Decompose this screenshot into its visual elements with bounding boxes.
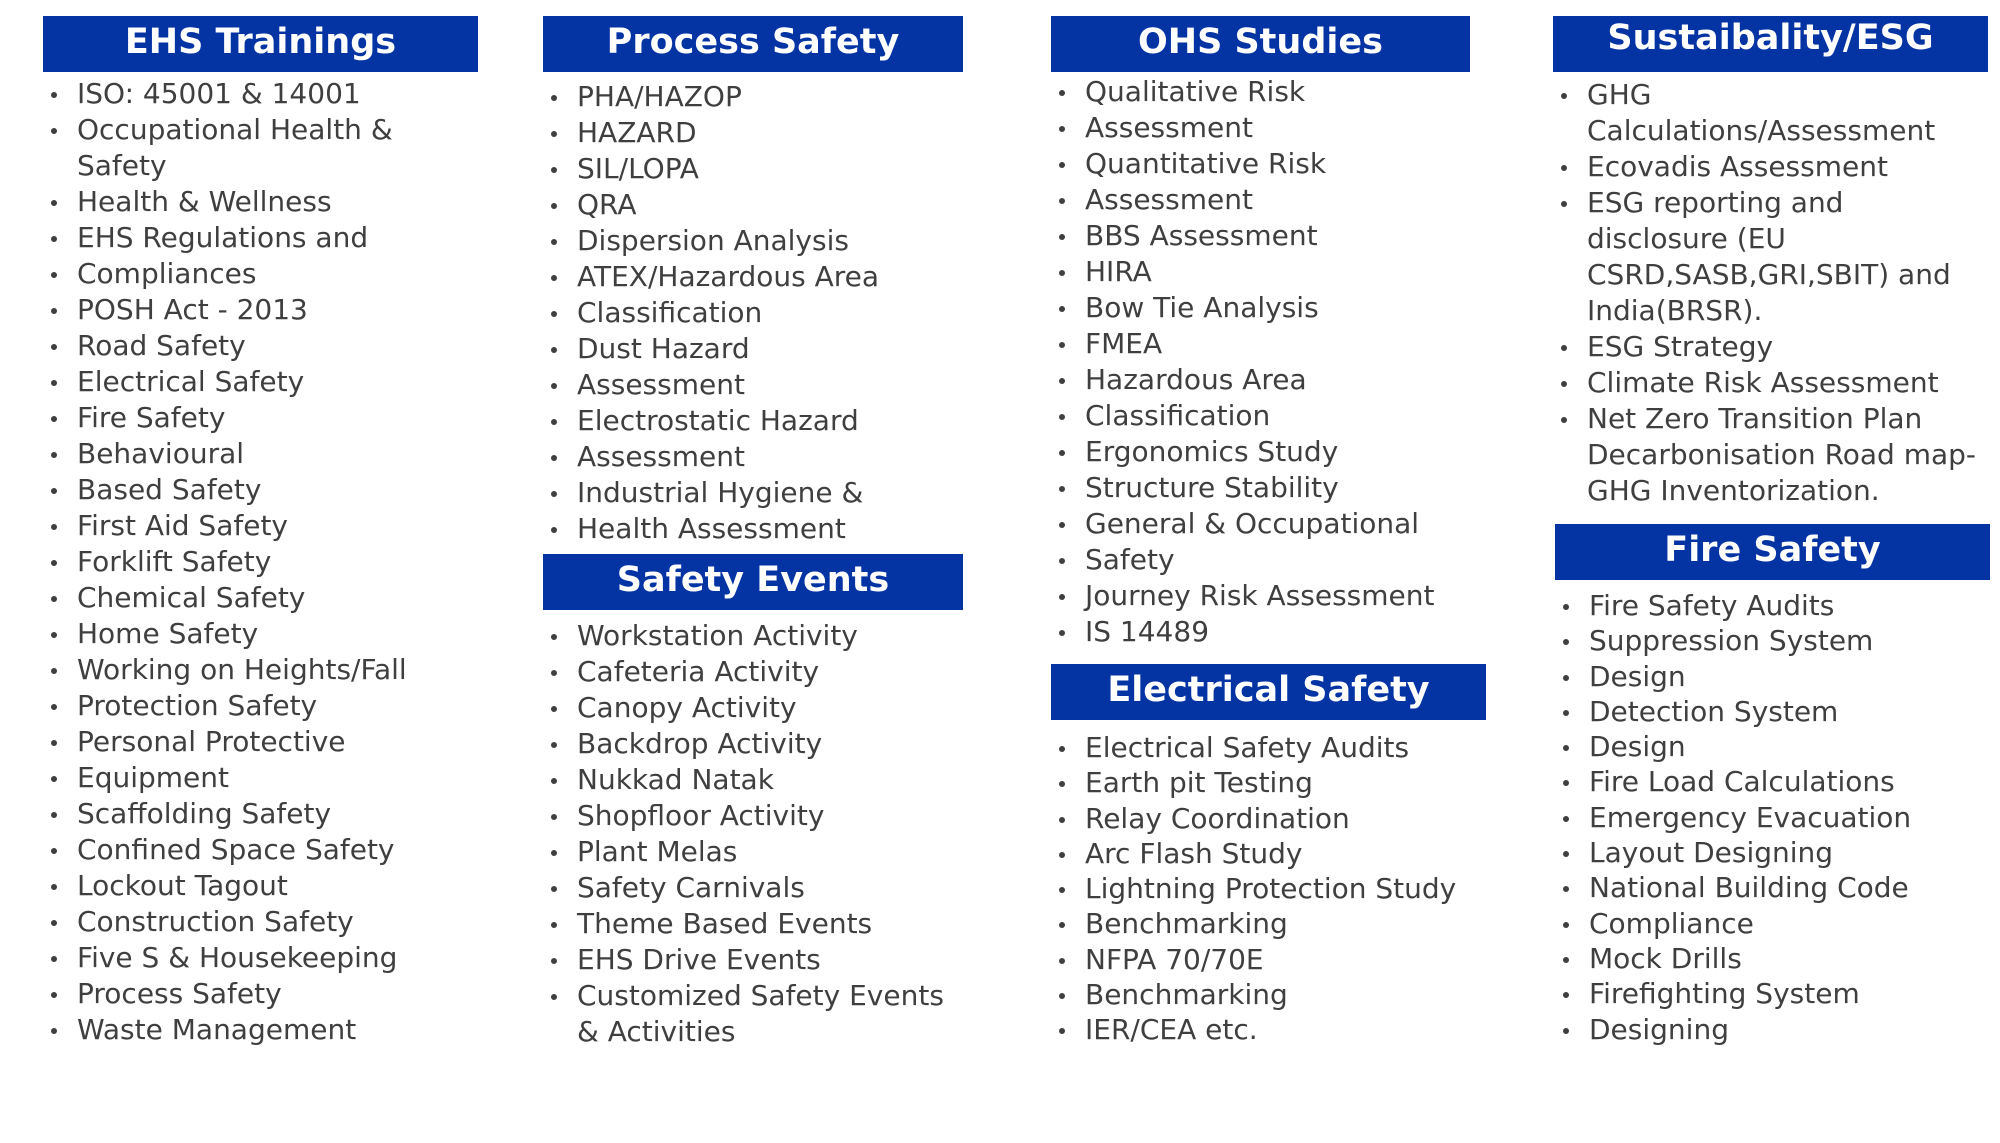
list-item: IER/CEA etc. [1051,1012,1486,1047]
list-item: Hazardous Area [1051,362,1470,398]
list-item: EHS Drive Events [543,942,963,978]
list-item: Compliance [1555,906,1990,941]
list-item: Theme Based Events [543,906,963,942]
section-ehs-trainings [43,16,478,1046]
list-item: Equipment [43,760,478,796]
list-item: Health Assessment [543,511,963,547]
list-item: ATEX/Hazardous Area [543,259,963,295]
list-ehs-trainings [43,76,478,1048]
list-item: Industrial Hygiene & [543,475,963,511]
list-item: National Building Code [1555,870,1990,905]
list-item: Protection Safety [43,688,478,724]
list-item: Based Safety [43,472,478,508]
list-item: Assessment [543,439,963,475]
list-item: Structure Stability [1051,470,1470,506]
list-item: Behavioural [43,436,478,472]
list-item: Compliances [43,256,478,292]
section-electrical-safety [1051,664,1486,1047]
list-item: Classification [1051,398,1470,434]
list-item: Construction Safety [43,904,478,940]
section-title-sustainability-esg: Sustaibality/ESG [1553,16,1988,72]
list-item: Bow Tie Analysis [1051,290,1470,326]
list-item: Five S & Housekeeping [43,940,478,976]
section-ohs-studies [1051,16,1470,648]
list-item: Nukkad Natak [543,762,963,798]
list-item: Cafeteria Activity [543,654,963,690]
list-item: Working on Heights/Fall [43,652,478,688]
list-item: Process Safety [43,976,478,1012]
list-item: Chemical Safety [43,580,478,616]
list-item: Fire Safety Audits [1555,588,1990,623]
list-item: FMEA [1051,326,1470,362]
list-item: Emergency Evacuation [1555,800,1990,835]
list-item: Climate Risk Assessment [1553,365,1988,401]
list-item: Design [1555,729,1990,764]
list-item: Scaffolding Safety [43,796,478,832]
list-item: Fire Safety [43,400,478,436]
list-item: Assessment [1051,182,1470,218]
list-item: Ecovadis Assessment [1553,149,1988,185]
list-item: Detection System [1555,694,1990,729]
list-item: General & Occupational [1051,506,1470,542]
list-item: Assessment [543,367,963,403]
list-item: Customized Safety Events & Activities [543,978,963,1050]
list-item: SIL/LOPA [543,151,963,187]
list-item: ISO: 45001 & 14001 [43,76,478,112]
section-safety-events [543,554,963,1048]
section-title-ohs-studies: OHS Studies [1051,16,1470,72]
list-item: Classification [543,295,963,331]
list-item: Arc Flash Study [1051,836,1486,871]
list-item: Safety [1051,542,1470,578]
list-item: Workstation Activity [543,618,963,654]
list-item: Shopfloor Activity [543,798,963,834]
list-item: Quantitative Risk [1051,146,1470,182]
list-item: Electrical Safety [43,364,478,400]
section-title-safety-events: Safety Events [543,554,963,610]
list-item: Relay Coordination [1051,801,1486,836]
list-sustainability-esg [1553,77,1988,509]
list-item: Assessment [1051,110,1470,146]
list-item: Designing [1555,1012,1990,1047]
section-title-process-safety: Process Safety [543,16,963,72]
section-sustainability-esg [1553,16,1988,507]
list-item: Layout Designing [1555,835,1990,870]
list-item: Home Safety [43,616,478,652]
list-item: NFPA 70/70E [1051,942,1486,977]
list-item: Health & Wellness [43,184,478,220]
list-item: Journey Risk Assessment [1051,578,1470,614]
list-item: Lightning Protection Study [1051,871,1486,906]
list-item: Qualitative Risk [1051,74,1470,110]
section-title-electrical-safety: Electrical Safety [1051,664,1486,720]
list-item: Waste Management [43,1012,478,1048]
list-ohs-studies [1051,74,1470,650]
list-item: Mock Drills [1555,941,1990,976]
list-item: Earth pit Testing [1051,765,1486,800]
list-item: Backdrop Activity [543,726,963,762]
list-item: Benchmarking [1051,906,1486,941]
list-item: Benchmarking [1051,977,1486,1012]
list-item: Canopy Activity [543,690,963,726]
section-process-safety [543,16,963,545]
list-item: Personal Protective [43,724,478,760]
list-item: ESG reporting and disclosure (EU CSRD,SASB,GRI,SBIT) and India(BRSR). [1553,185,1988,329]
list-item: Plant Melas [543,834,963,870]
list-electrical-safety [1051,730,1486,1048]
list-item: Confined Space Safety [43,832,478,868]
list-safety-events [543,618,963,1050]
list-fire-safety [1555,588,1990,1047]
list-item: HAZARD [543,115,963,151]
list-item: Occupational Health & Safety [43,112,478,184]
list-item: ESG Strategy [1553,329,1988,365]
list-item: Fire Load Calculations [1555,764,1990,799]
list-item: PHA/HAZOP [543,79,963,115]
list-item: Forklift Safety [43,544,478,580]
section-fire-safety [1555,524,1990,1046]
list-item: QRA [543,187,963,223]
section-title-fire-safety: Fire Safety [1555,524,1990,580]
list-item: BBS Assessment [1051,218,1470,254]
list-item: Electrostatic Hazard [543,403,963,439]
list-item: Electrical Safety Audits [1051,730,1486,765]
list-item: Dust Hazard [543,331,963,367]
list-item: First Aid Safety [43,508,478,544]
list-item: EHS Regulations and [43,220,478,256]
list-item: Safety Carnivals [543,870,963,906]
list-item: Suppression System [1555,623,1990,658]
list-item: POSH Act - 2013 [43,292,478,328]
section-title-ehs-trainings: EHS Trainings [43,16,478,72]
list-item: Road Safety [43,328,478,364]
list-process-safety [543,79,963,547]
list-item: GHG Calculations/Assessment [1553,77,1988,149]
list-item: Design [1555,659,1990,694]
list-item: Firefighting System [1555,976,1990,1011]
list-item: Ergonomics Study [1051,434,1470,470]
list-item: HIRA [1051,254,1470,290]
list-item: Net Zero Transition Plan Decarbonisation Road map- GHG Inventorization. [1553,401,1988,509]
list-item: Lockout Tagout [43,868,478,904]
list-item: Dispersion Analysis [543,223,963,259]
list-item: IS 14489 [1051,614,1470,650]
